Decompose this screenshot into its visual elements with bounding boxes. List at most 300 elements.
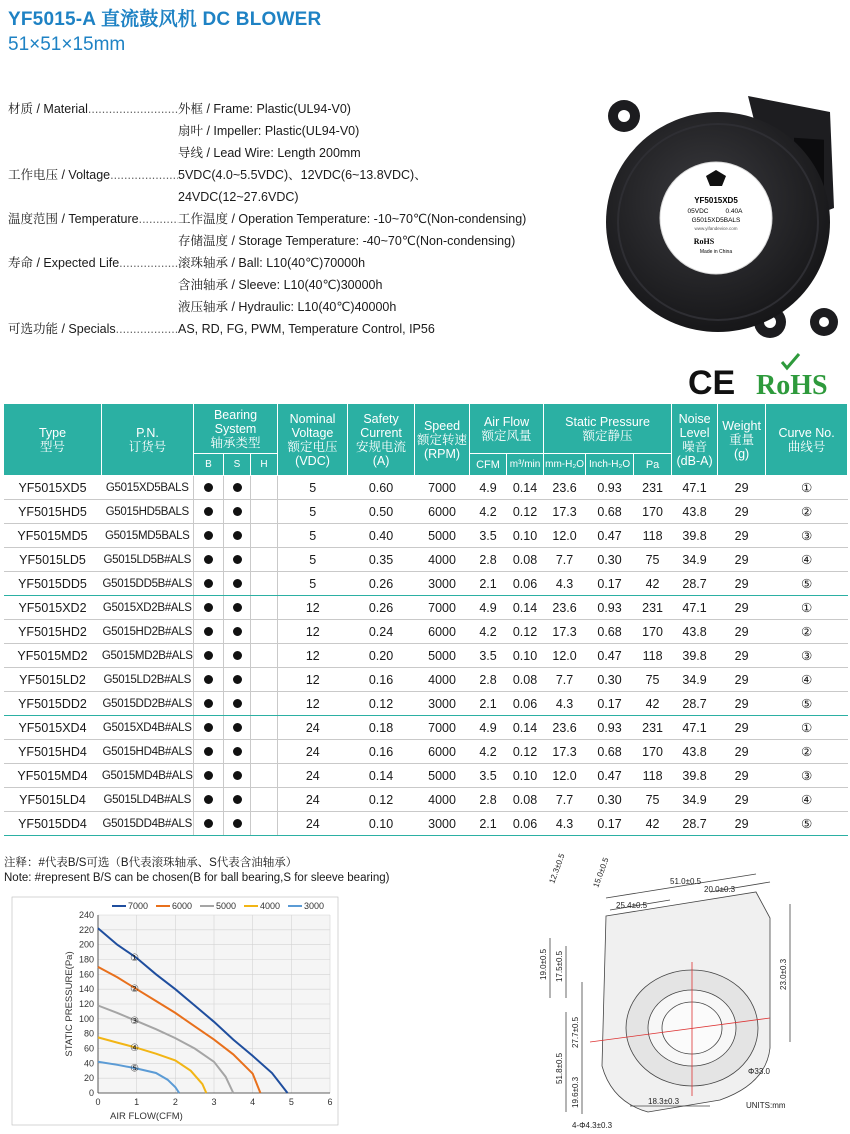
product-size: 51×51×15mm (8, 34, 126, 55)
cell-current: 0.40 (348, 524, 415, 548)
cell-current: 0.12 (348, 788, 415, 812)
cell-m3: 0.12 (507, 740, 544, 764)
cell-mmh2o: 23.6 (544, 596, 586, 620)
bearing-dot-icon (233, 531, 242, 540)
cell-current: 0.26 (348, 572, 415, 596)
cell-pa: 75 (634, 788, 672, 812)
cell-speed: 6000 (415, 500, 470, 524)
cell-noise: 28.7 (672, 572, 718, 596)
dim-25-4: 25.4±0.5 (616, 901, 648, 910)
x-tick-label: 0 (95, 1097, 101, 1107)
cell-cfm: 4.2 (470, 620, 507, 644)
legend-label-4000: 4000 (260, 901, 281, 911)
cell-pa: 170 (634, 500, 672, 524)
spec-label: 寿命 / Expected Life ..... (8, 252, 180, 274)
cell-current: 0.14 (348, 764, 415, 788)
bearing-dot-icon (233, 579, 242, 588)
series-marker-4000: ④ (130, 1042, 140, 1054)
cell-h (251, 644, 278, 668)
cell-inh2o: 0.93 (586, 596, 634, 620)
cell-curve: ④ (766, 548, 848, 572)
cell-noise: 43.8 (672, 620, 718, 644)
cell-m3: 0.10 (507, 524, 544, 548)
cell-pa: 118 (634, 764, 672, 788)
bearing-dot-icon (233, 723, 242, 732)
cell-cfm: 4.9 (470, 716, 507, 740)
bearing-dot-icon (233, 699, 242, 708)
cell-m3: 0.06 (507, 812, 544, 836)
col-type: Type 型号 (4, 404, 102, 476)
table-row (4, 668, 848, 692)
x-tick-label: 4 (250, 1097, 256, 1107)
bearing-dot-icon (233, 675, 242, 684)
cell-s (224, 500, 251, 524)
cell-type: YF5015HD5 (4, 500, 102, 524)
cell-pa: 170 (634, 620, 672, 644)
cell-cfm: 2.1 (470, 572, 507, 596)
cell-curve: ① (766, 476, 848, 500)
cell-mmh2o: 12.0 (544, 524, 586, 548)
table-row (4, 764, 848, 788)
spec-row (8, 230, 608, 252)
y-tick-label: 200 (78, 939, 94, 950)
x-tick-label: 5 (288, 1097, 294, 1107)
cell-m3: 0.06 (507, 692, 544, 716)
bearing-dot-icon (233, 747, 242, 756)
cell-s (224, 572, 251, 596)
cell-h (251, 692, 278, 716)
cell-s (224, 668, 251, 692)
cell-voltage: 12 (278, 644, 348, 668)
col-pn: P.N. 订货号 (102, 404, 194, 476)
cell-current: 0.35 (348, 548, 415, 572)
dim-23-0: 23.0±0.3 (779, 958, 788, 990)
cell-weight: 29 (718, 644, 766, 668)
cell-m3: 0.08 (507, 788, 544, 812)
table-row (4, 620, 848, 644)
x-axis-label: AIR FLOW(CFM) (110, 1111, 183, 1122)
cell-curve: ③ (766, 644, 848, 668)
cell-current: 0.50 (348, 500, 415, 524)
cell-cfm: 2.8 (470, 548, 507, 572)
cell-pn: G5015XD4B#ALS (102, 716, 194, 740)
note-cn: 注释：#代表B/S可选（B代表滚珠轴承、S代表含油轴承） (4, 857, 298, 869)
table-row (4, 644, 848, 668)
cell-mmh2o: 4.3 (544, 572, 586, 596)
cell-s (224, 548, 251, 572)
cell-speed: 5000 (415, 644, 470, 668)
cell-type: YF5015DD4 (4, 812, 102, 836)
cell-voltage: 12 (278, 620, 348, 644)
dim-12-3: 12.3±0.5 (547, 852, 567, 885)
cell-s (224, 476, 251, 500)
cell-s (224, 788, 251, 812)
col-pressure-mm: mm-H₂O (544, 454, 586, 476)
dim-27-7: 27.7±0.5 (571, 1016, 580, 1048)
cell-m3: 0.06 (507, 572, 544, 596)
label-model: YF5015XD5 (694, 196, 738, 205)
cell-cfm: 2.8 (470, 668, 507, 692)
x-tick-label: 1 (134, 1097, 140, 1107)
cell-noise: 39.8 (672, 764, 718, 788)
cell-pa: 231 (634, 476, 672, 500)
cell-h (251, 572, 278, 596)
cell-weight: 29 (718, 764, 766, 788)
cell-voltage: 24 (278, 812, 348, 836)
cell-cfm: 2.1 (470, 692, 507, 716)
cell-b (194, 716, 224, 740)
cell-h (251, 788, 278, 812)
col-airflow-cfm: CFM (470, 454, 507, 476)
cell-h (251, 596, 278, 620)
cell-pn: G5015LD5B#ALS (102, 548, 194, 572)
legend-label-3000: 3000 (304, 901, 325, 911)
cell-b (194, 620, 224, 644)
cell-curve: ② (766, 740, 848, 764)
table-row (4, 716, 848, 740)
col-airflow: Air Flow 额定风量 (470, 404, 544, 454)
cell-speed: 4000 (415, 788, 470, 812)
cell-noise: 47.1 (672, 596, 718, 620)
label-voltage: 05VDC (687, 208, 709, 215)
y-tick-label: 20 (83, 1073, 94, 1084)
col-weight: Weight 重量 (g) (718, 404, 766, 476)
bearing-dot-icon (204, 771, 213, 780)
cell-speed: 4000 (415, 548, 470, 572)
table-row (4, 740, 848, 764)
table-row (4, 812, 848, 836)
cell-current: 0.26 (348, 596, 415, 620)
cell-mmh2o: 4.3 (544, 692, 586, 716)
cell-curve: ⑤ (766, 572, 848, 596)
cell-inh2o: 0.47 (586, 524, 634, 548)
cell-speed: 7000 (415, 716, 470, 740)
cell-pa: 231 (634, 596, 672, 620)
spec-row (8, 318, 608, 340)
cell-b (194, 788, 224, 812)
cell-b (194, 692, 224, 716)
cell-pn: G5015HD2B#ALS (102, 620, 194, 644)
bearing-dot-icon (204, 795, 213, 804)
cell-noise: 28.7 (672, 692, 718, 716)
cell-s (224, 716, 251, 740)
y-tick-label: 80 (83, 1028, 94, 1039)
spec-value: 含油轴承 / Sleeve: L10(40℃)30000h (178, 274, 382, 296)
cell-inh2o: 0.68 (586, 500, 634, 524)
cell-mmh2o: 7.7 (544, 548, 586, 572)
cell-current: 0.18 (348, 716, 415, 740)
notes (4, 856, 389, 886)
cell-current: 0.12 (348, 692, 415, 716)
y-tick-label: 240 (78, 910, 94, 920)
col-pressure-pa: Pa (634, 454, 672, 476)
cell-b (194, 764, 224, 788)
spec-row (8, 142, 608, 164)
bearing-dot-icon (233, 771, 242, 780)
note-en: Note: #represent B/S can be chosen(B for ball bearing,S for sleeve bearing) (4, 872, 390, 884)
bearing-dot-icon (204, 747, 213, 756)
spec-table (3, 403, 848, 836)
cell-voltage: 5 (278, 572, 348, 596)
cell-h (251, 500, 278, 524)
col-pressure: Static Pressure 额定静压 (544, 404, 672, 454)
cell-s (224, 692, 251, 716)
cell-inh2o: 0.17 (586, 692, 634, 716)
cell-weight: 29 (718, 620, 766, 644)
cell-pn: G5015DD2B#ALS (102, 692, 194, 716)
cell-speed: 3000 (415, 692, 470, 716)
cell-noise: 39.8 (672, 644, 718, 668)
dim-4-phi-4-3: 4-Φ4.3±0.3 (572, 1121, 613, 1130)
cell-mmh2o: 23.6 (544, 716, 586, 740)
y-tick-label: 60 (83, 1043, 94, 1054)
cell-speed: 5000 (415, 524, 470, 548)
cell-speed: 3000 (415, 812, 470, 836)
cell-voltage: 12 (278, 596, 348, 620)
cell-type: YF5015MD5 (4, 524, 102, 548)
cell-weight: 29 (718, 716, 766, 740)
cell-m3: 0.10 (507, 764, 544, 788)
col-bearing-s: S (224, 454, 251, 476)
cell-pa: 42 (634, 572, 672, 596)
cell-pn: G5015MD5BALS (102, 524, 194, 548)
cell-type: YF5015XD5 (4, 476, 102, 500)
cell-noise: 34.9 (672, 788, 718, 812)
cell-type: YF5015HD4 (4, 740, 102, 764)
cell-s (224, 620, 251, 644)
dim-19-6: 19.6±0.3 (571, 1076, 580, 1108)
check-icon (782, 354, 799, 368)
y-tick-label: 100 (78, 1013, 94, 1024)
cell-curve: ② (766, 500, 848, 524)
cell-curve: ④ (766, 668, 848, 692)
cell-inh2o: 0.17 (586, 812, 634, 836)
cell-curve: ④ (766, 788, 848, 812)
y-tick-label: 160 (78, 969, 94, 980)
dim-20-0: 20.0±0.3 (704, 885, 736, 894)
series-marker-6000: ② (130, 984, 140, 996)
cell-cfm: 3.5 (470, 524, 507, 548)
bearing-dot-icon (204, 627, 213, 636)
cell-mmh2o: 17.3 (544, 740, 586, 764)
cell-speed: 6000 (415, 740, 470, 764)
cell-speed: 7000 (415, 476, 470, 500)
product-image (598, 76, 846, 376)
cell-inh2o: 0.30 (586, 788, 634, 812)
legend-label-7000: 7000 (128, 901, 149, 911)
cell-s (224, 812, 251, 836)
bearing-dot-icon (233, 603, 242, 612)
cell-speed: 7000 (415, 596, 470, 620)
spec-label: 可选功能 / Specials ..... (8, 318, 180, 340)
cell-pn: G5015XD2B#ALS (102, 596, 194, 620)
ce-mark: CE (688, 364, 736, 400)
cell-voltage: 24 (278, 764, 348, 788)
cell-pa: 231 (634, 716, 672, 740)
cell-cfm: 4.9 (470, 596, 507, 620)
spec-row (8, 186, 608, 208)
cell-type: YF5015MD2 (4, 644, 102, 668)
cell-cfm: 3.5 (470, 764, 507, 788)
cell-cfm: 4.2 (470, 740, 507, 764)
cell-curve: ⑤ (766, 812, 848, 836)
cell-curve: ① (766, 596, 848, 620)
cell-voltage: 12 (278, 692, 348, 716)
cell-inh2o: 0.30 (586, 668, 634, 692)
bearing-dot-icon (204, 555, 213, 564)
cell-voltage: 24 (278, 788, 348, 812)
cell-m3: 0.12 (507, 620, 544, 644)
cell-h (251, 668, 278, 692)
cell-curve: ③ (766, 764, 848, 788)
spec-label: 工作电压 / Voltage ..... (8, 164, 180, 186)
cell-pa: 42 (634, 692, 672, 716)
cell-current: 0.16 (348, 740, 415, 764)
y-tick-label: 0 (88, 1088, 94, 1098)
table-row (4, 692, 848, 716)
cell-inh2o: 0.30 (586, 548, 634, 572)
spec-value: 存储温度 / Storage Temperature: -40~70℃(Non-condensing) (178, 230, 515, 252)
bearing-dot-icon (233, 555, 242, 564)
spec-label: 材质 / Material ..... (8, 98, 180, 120)
table-row (4, 596, 848, 620)
cell-m3: 0.08 (507, 668, 544, 692)
col-voltage: Nominal Voltage 额定电压 (VDC) (278, 404, 348, 476)
cell-mmh2o: 17.3 (544, 620, 586, 644)
cell-weight: 29 (718, 668, 766, 692)
cell-weight: 29 (718, 692, 766, 716)
cell-noise: 43.8 (672, 500, 718, 524)
col-airflow-m3: m³/min (507, 454, 544, 476)
x-tick-label: 3 (211, 1097, 217, 1107)
cell-voltage: 24 (278, 716, 348, 740)
spec-value: 扇叶 / Impeller: Plastic(UL94-V0) (178, 120, 359, 142)
series-marker-7000: ① (130, 953, 140, 965)
cell-current: 0.60 (348, 476, 415, 500)
cell-cfm: 2.8 (470, 788, 507, 812)
cell-cfm: 3.5 (470, 644, 507, 668)
bearing-dot-icon (233, 795, 242, 804)
cell-b (194, 548, 224, 572)
cell-m3: 0.14 (507, 476, 544, 500)
spec-row (8, 120, 608, 142)
cell-pn: G5015DD5B#ALS (102, 572, 194, 596)
cell-weight: 29 (718, 476, 766, 500)
label-origin: Made in China (699, 249, 733, 255)
cell-inh2o: 0.17 (586, 572, 634, 596)
cell-type: YF5015MD4 (4, 764, 102, 788)
cell-voltage: 12 (278, 668, 348, 692)
performance-curve-chart (2, 893, 342, 1129)
cell-s (224, 644, 251, 668)
bearing-dot-icon (204, 651, 213, 660)
cell-inh2o: 0.68 (586, 620, 634, 644)
cell-b (194, 572, 224, 596)
label-rohs: RoHS (693, 237, 715, 246)
cell-pn: G5015HD5BALS (102, 500, 194, 524)
cell-b (194, 668, 224, 692)
spec-row (8, 274, 608, 296)
cell-weight: 29 (718, 524, 766, 548)
cell-voltage: 24 (278, 740, 348, 764)
spec-list (8, 98, 608, 340)
col-speed: Speed 额定转速 (RPM) (415, 404, 470, 476)
spec-row (8, 296, 608, 318)
cell-pn: G5015XD5BALS (102, 476, 194, 500)
cell-current: 0.20 (348, 644, 415, 668)
dim-17-5: 17.5±0.5 (555, 950, 564, 982)
cell-pn: G5015MD2B#ALS (102, 644, 194, 668)
cell-voltage: 5 (278, 476, 348, 500)
cell-m3: 0.12 (507, 500, 544, 524)
cell-inh2o: 0.47 (586, 644, 634, 668)
units-label: UNITS:mm (746, 1101, 786, 1110)
cell-pn: G5015HD4B#ALS (102, 740, 194, 764)
cell-pn: G5015LD2B#ALS (102, 668, 194, 692)
y-tick-label: 140 (78, 984, 94, 995)
cell-curve: ⑤ (766, 692, 848, 716)
spec-row (8, 98, 608, 120)
series-marker-5000: ③ (130, 1016, 140, 1028)
spec-value: AS, RD, FG, PWM, Temperature Control, IP56 (178, 318, 435, 340)
table-row (4, 500, 848, 524)
cell-b (194, 500, 224, 524)
dim-18-3: 18.3±0.3 (648, 1097, 680, 1106)
cell-mmh2o: 23.6 (544, 476, 586, 500)
cell-weight: 29 (718, 572, 766, 596)
col-noise: Noise Level 噪音 (dB-A) (672, 404, 718, 476)
cell-noise: 47.1 (672, 476, 718, 500)
cell-mmh2o: 7.7 (544, 788, 586, 812)
cell-cfm: 2.1 (470, 812, 507, 836)
bearing-dot-icon (204, 603, 213, 612)
cell-pa: 170 (634, 740, 672, 764)
cell-b (194, 812, 224, 836)
cell-noise: 28.7 (672, 812, 718, 836)
dim-19-0: 19.0±0.5 (539, 948, 548, 980)
dimension-drawing (520, 852, 848, 1132)
cell-speed: 6000 (415, 620, 470, 644)
spec-row (8, 164, 608, 186)
cell-inh2o: 0.93 (586, 716, 634, 740)
cell-inh2o: 0.47 (586, 764, 634, 788)
cell-noise: 34.9 (672, 668, 718, 692)
table-row (4, 476, 848, 500)
legend-label-6000: 6000 (172, 901, 193, 911)
cell-weight: 29 (718, 500, 766, 524)
cell-curve: ③ (766, 524, 848, 548)
cell-voltage: 5 (278, 524, 348, 548)
cell-pa: 75 (634, 668, 672, 692)
bearing-dot-icon (233, 819, 242, 828)
table-row (4, 548, 848, 572)
dim-phi-33: Φ33.0 (748, 1067, 770, 1076)
cell-type: YF5015XD2 (4, 596, 102, 620)
y-axis-label: STATIC PRESSURE(Pa) (64, 951, 75, 1057)
cell-b (194, 644, 224, 668)
bearing-dot-icon (233, 483, 242, 492)
col-current: Safety Current 安规电流 (A) (348, 404, 415, 476)
cell-inh2o: 0.93 (586, 476, 634, 500)
cell-pa: 75 (634, 548, 672, 572)
cell-s (224, 524, 251, 548)
spec-value: 5VDC(4.0~5.5VDC)、12VDC(6~13.8VDC)、 (178, 164, 427, 186)
col-bearing: Bearing System 轴承类型 (194, 404, 278, 454)
y-tick-label: 40 (83, 1058, 94, 1069)
cell-speed: 4000 (415, 668, 470, 692)
bearing-dot-icon (204, 579, 213, 588)
cell-current: 0.24 (348, 620, 415, 644)
